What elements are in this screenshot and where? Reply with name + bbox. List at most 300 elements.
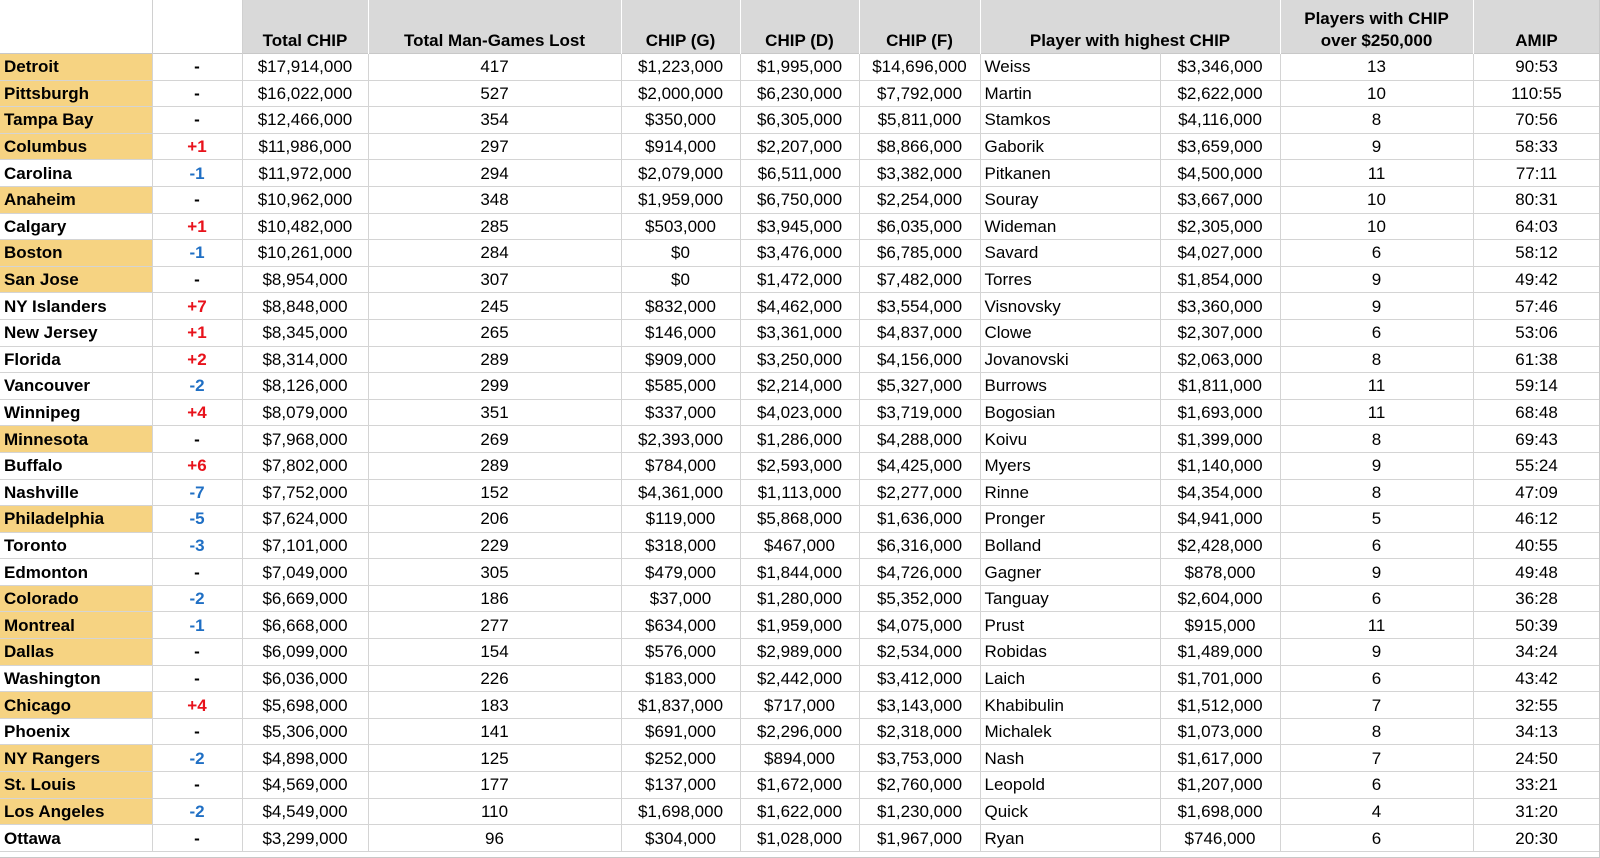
total-chip: $10,261,000 — [242, 240, 368, 267]
top-player-chip: $2,063,000 — [1160, 346, 1280, 373]
amip: 36:28 — [1473, 585, 1600, 612]
players-over-250k: 6 — [1280, 772, 1473, 799]
chip-f: $4,726,000 — [859, 559, 980, 586]
table-row — [0, 54, 1600, 81]
players-over-250k: 11 — [1280, 399, 1473, 426]
top-player-chip: $746,000 — [1160, 825, 1280, 852]
players-over-250k: 6 — [1280, 532, 1473, 559]
table-body — [0, 54, 1600, 852]
players-over-250k: 9 — [1280, 133, 1473, 160]
chip-f: $4,837,000 — [859, 319, 980, 346]
players-over-250k: 9 — [1280, 639, 1473, 666]
team-name: Los Angeles — [0, 798, 152, 825]
chip-d: $1,959,000 — [740, 612, 859, 639]
chip-f: $4,425,000 — [859, 452, 980, 479]
header-player-highest: Player with highest CHIP — [980, 0, 1280, 54]
table-row — [0, 399, 1600, 426]
team-name: St. Louis — [0, 772, 152, 799]
top-player-name: Martin — [980, 80, 1160, 107]
chip-f: $5,811,000 — [859, 107, 980, 134]
rank-change: +7 — [152, 293, 242, 320]
top-player-chip: $1,698,000 — [1160, 798, 1280, 825]
players-over-250k: 8 — [1280, 426, 1473, 453]
players-over-250k: 6 — [1280, 240, 1473, 267]
players-over-250k: 11 — [1280, 373, 1473, 400]
chip-g: $914,000 — [621, 133, 740, 160]
top-player-name: Souray — [980, 186, 1160, 213]
chip-d: $6,750,000 — [740, 186, 859, 213]
team-name: Columbus — [0, 133, 152, 160]
chip-d: $1,622,000 — [740, 798, 859, 825]
chip-g: $784,000 — [621, 452, 740, 479]
chip-f: $3,753,000 — [859, 745, 980, 772]
top-player-name: Pitkanen — [980, 160, 1160, 187]
man-games-lost: 294 — [368, 160, 621, 187]
top-player-chip: $1,140,000 — [1160, 452, 1280, 479]
chip-g: $909,000 — [621, 346, 740, 373]
header-man-games-lost: Total Man-Games Lost — [368, 0, 621, 54]
top-player-name: Gagner — [980, 559, 1160, 586]
man-games-lost: 96 — [368, 825, 621, 852]
chip-f: $2,277,000 — [859, 479, 980, 506]
amip: 46:12 — [1473, 506, 1600, 533]
man-games-lost: 229 — [368, 532, 621, 559]
total-chip: $8,345,000 — [242, 319, 368, 346]
team-name: Winnipeg — [0, 399, 152, 426]
amip: 33:21 — [1473, 772, 1600, 799]
team-name: Carolina — [0, 160, 152, 187]
team-name: Colorado — [0, 585, 152, 612]
rank-change: -2 — [152, 585, 242, 612]
chip-g: $146,000 — [621, 319, 740, 346]
chip-d: $2,442,000 — [740, 665, 859, 692]
players-over-250k: 8 — [1280, 107, 1473, 134]
top-player-chip: $4,500,000 — [1160, 160, 1280, 187]
top-player-chip: $1,399,000 — [1160, 426, 1280, 453]
chip-f: $3,554,000 — [859, 293, 980, 320]
header-players-over-line2: over $250,000 — [1320, 31, 1433, 50]
players-over-250k: 8 — [1280, 718, 1473, 745]
players-over-250k: 11 — [1280, 612, 1473, 639]
chip-f: $2,318,000 — [859, 718, 980, 745]
rank-change: -2 — [152, 745, 242, 772]
top-player-chip: $4,027,000 — [1160, 240, 1280, 267]
team-name: Buffalo — [0, 452, 152, 479]
rank-change: - — [152, 665, 242, 692]
total-chip: $11,986,000 — [242, 133, 368, 160]
amip: 49:48 — [1473, 559, 1600, 586]
total-chip: $6,099,000 — [242, 639, 368, 666]
header-players-over-line1: Players with CHIP — [1304, 9, 1449, 28]
rank-change: - — [152, 559, 242, 586]
total-chip: $7,752,000 — [242, 479, 368, 506]
chip-f: $7,482,000 — [859, 266, 980, 293]
table-row — [0, 452, 1600, 479]
table-row — [0, 745, 1600, 772]
chip-f: $6,316,000 — [859, 532, 980, 559]
man-games-lost: 269 — [368, 426, 621, 453]
players-over-250k: 9 — [1280, 266, 1473, 293]
team-name: Phoenix — [0, 718, 152, 745]
rank-change: - — [152, 107, 242, 134]
amip: 59:14 — [1473, 373, 1600, 400]
chip-f: $2,254,000 — [859, 186, 980, 213]
top-player-name: Burrows — [980, 373, 1160, 400]
chip-g: $2,079,000 — [621, 160, 740, 187]
chip-f: $4,075,000 — [859, 612, 980, 639]
table-row — [0, 160, 1600, 187]
man-games-lost: 284 — [368, 240, 621, 267]
top-player-name: Tanguay — [980, 585, 1160, 612]
players-over-250k: 11 — [1280, 160, 1473, 187]
chip-g: $350,000 — [621, 107, 740, 134]
top-player-name: Rinne — [980, 479, 1160, 506]
chip-d: $2,296,000 — [740, 718, 859, 745]
players-over-250k: 6 — [1280, 585, 1473, 612]
man-games-lost: 154 — [368, 639, 621, 666]
table-row — [0, 266, 1600, 293]
chip-f: $5,352,000 — [859, 585, 980, 612]
total-chip: $3,299,000 — [242, 825, 368, 852]
total-chip: $7,802,000 — [242, 452, 368, 479]
chip-d: $6,230,000 — [740, 80, 859, 107]
rank-change: -5 — [152, 506, 242, 533]
chip-d: $2,989,000 — [740, 639, 859, 666]
team-name: Toronto — [0, 532, 152, 559]
top-player-name: Clowe — [980, 319, 1160, 346]
chip-d: $1,286,000 — [740, 426, 859, 453]
table-row — [0, 639, 1600, 666]
total-chip: $8,314,000 — [242, 346, 368, 373]
table-row — [0, 798, 1600, 825]
top-player-chip: $1,073,000 — [1160, 718, 1280, 745]
team-name: Vancouver — [0, 373, 152, 400]
team-name: San Jose — [0, 266, 152, 293]
man-games-lost: 110 — [368, 798, 621, 825]
chip-f: $6,035,000 — [859, 213, 980, 240]
chip-d: $1,113,000 — [740, 479, 859, 506]
man-games-lost: 245 — [368, 293, 621, 320]
top-player-chip: $3,659,000 — [1160, 133, 1280, 160]
top-player-chip: $4,941,000 — [1160, 506, 1280, 533]
players-over-250k: 9 — [1280, 452, 1473, 479]
team-name: Chicago — [0, 692, 152, 719]
man-games-lost: 285 — [368, 213, 621, 240]
table-row — [0, 506, 1600, 533]
table-row — [0, 293, 1600, 320]
man-games-lost: 527 — [368, 80, 621, 107]
players-over-250k: 4 — [1280, 798, 1473, 825]
chip-d: $6,511,000 — [740, 160, 859, 187]
rank-change: - — [152, 80, 242, 107]
header-chip-f: CHIP (F) — [859, 0, 980, 54]
top-player-chip: $2,307,000 — [1160, 319, 1280, 346]
team-name: New Jersey — [0, 319, 152, 346]
man-games-lost: 348 — [368, 186, 621, 213]
top-player-name: Bogosian — [980, 399, 1160, 426]
top-player-name: Nash — [980, 745, 1160, 772]
header-players-over — [1280, 0, 1473, 54]
rank-change: -1 — [152, 612, 242, 639]
amip: 64:03 — [1473, 213, 1600, 240]
players-over-250k: 10 — [1280, 80, 1473, 107]
header-blank-team — [0, 0, 152, 54]
top-player-chip: $2,428,000 — [1160, 532, 1280, 559]
team-name: NY Islanders — [0, 293, 152, 320]
man-games-lost: 305 — [368, 559, 621, 586]
table-row — [0, 107, 1600, 134]
top-player-name: Wideman — [980, 213, 1160, 240]
man-games-lost: 277 — [368, 612, 621, 639]
players-over-250k: 8 — [1280, 479, 1473, 506]
top-player-chip: $2,604,000 — [1160, 585, 1280, 612]
amip: 77:11 — [1473, 160, 1600, 187]
chip-d: $717,000 — [740, 692, 859, 719]
amip: 20:30 — [1473, 825, 1600, 852]
chip-f: $2,760,000 — [859, 772, 980, 799]
chip-d: $1,280,000 — [740, 585, 859, 612]
total-chip: $4,549,000 — [242, 798, 368, 825]
chip-g: $2,000,000 — [621, 80, 740, 107]
amip: 49:42 — [1473, 266, 1600, 293]
top-player-name: Laich — [980, 665, 1160, 692]
table-row — [0, 319, 1600, 346]
chip-f: $8,866,000 — [859, 133, 980, 160]
team-name: Anaheim — [0, 186, 152, 213]
man-games-lost: 351 — [368, 399, 621, 426]
chip-d: $6,305,000 — [740, 107, 859, 134]
chip-g: $337,000 — [621, 399, 740, 426]
chip-g: $37,000 — [621, 585, 740, 612]
rank-change: - — [152, 186, 242, 213]
man-games-lost: 226 — [368, 665, 621, 692]
man-games-lost: 289 — [368, 452, 621, 479]
top-player-name: Gaborik — [980, 133, 1160, 160]
table-row — [0, 718, 1600, 745]
rank-change: -1 — [152, 240, 242, 267]
team-name: Philadelphia — [0, 506, 152, 533]
top-player-name: Visnovsky — [980, 293, 1160, 320]
chip-f: $2,534,000 — [859, 639, 980, 666]
chip-g: $576,000 — [621, 639, 740, 666]
players-over-250k: 6 — [1280, 319, 1473, 346]
amip: 58:33 — [1473, 133, 1600, 160]
top-player-chip: $1,811,000 — [1160, 373, 1280, 400]
chip-f: $1,230,000 — [859, 798, 980, 825]
top-player-name: Robidas — [980, 639, 1160, 666]
chip-d: $2,593,000 — [740, 452, 859, 479]
amip: 90:53 — [1473, 54, 1600, 81]
man-games-lost: 265 — [368, 319, 621, 346]
chip-d: $1,028,000 — [740, 825, 859, 852]
rank-change: +1 — [152, 133, 242, 160]
amip: 31:20 — [1473, 798, 1600, 825]
chip-f: $1,967,000 — [859, 825, 980, 852]
man-games-lost: 183 — [368, 692, 621, 719]
total-chip: $11,972,000 — [242, 160, 368, 187]
top-player-name: Koivu — [980, 426, 1160, 453]
man-games-lost: 299 — [368, 373, 621, 400]
chip-f: $3,719,000 — [859, 399, 980, 426]
chip-d: $2,207,000 — [740, 133, 859, 160]
amip: 24:50 — [1473, 745, 1600, 772]
team-name: Calgary — [0, 213, 152, 240]
chip-f: $7,792,000 — [859, 80, 980, 107]
rank-change: -2 — [152, 798, 242, 825]
team-name: Ottawa — [0, 825, 152, 852]
table-row — [0, 479, 1600, 506]
top-player-chip: $2,622,000 — [1160, 80, 1280, 107]
top-player-name: Ryan — [980, 825, 1160, 852]
chip-d: $3,945,000 — [740, 213, 859, 240]
chip-f: $14,696,000 — [859, 54, 980, 81]
man-games-lost: 177 — [368, 772, 621, 799]
total-chip: $5,698,000 — [242, 692, 368, 719]
table-row — [0, 585, 1600, 612]
chip-f: $3,382,000 — [859, 160, 980, 187]
top-player-name: Myers — [980, 452, 1160, 479]
total-chip: $7,049,000 — [242, 559, 368, 586]
amip: 57:46 — [1473, 293, 1600, 320]
top-player-chip: $1,617,000 — [1160, 745, 1280, 772]
top-player-chip: $4,354,000 — [1160, 479, 1280, 506]
table-row — [0, 692, 1600, 719]
table-row — [0, 373, 1600, 400]
chip-d: $1,672,000 — [740, 772, 859, 799]
players-over-250k: 9 — [1280, 559, 1473, 586]
top-player-chip: $2,305,000 — [1160, 213, 1280, 240]
man-games-lost: 417 — [368, 54, 621, 81]
man-games-lost: 307 — [368, 266, 621, 293]
chip-f: $4,288,000 — [859, 426, 980, 453]
amip: 80:31 — [1473, 186, 1600, 213]
man-games-lost: 289 — [368, 346, 621, 373]
top-player-name: Michalek — [980, 718, 1160, 745]
total-chip: $12,466,000 — [242, 107, 368, 134]
rank-change: -2 — [152, 373, 242, 400]
rank-change: - — [152, 825, 242, 852]
chip-d: $1,844,000 — [740, 559, 859, 586]
amip: 69:43 — [1473, 426, 1600, 453]
players-over-250k: 6 — [1280, 665, 1473, 692]
chip-d: $3,476,000 — [740, 240, 859, 267]
top-player-chip: $1,701,000 — [1160, 665, 1280, 692]
rank-change: -3 — [152, 532, 242, 559]
chip-g: $183,000 — [621, 665, 740, 692]
team-name: Edmonton — [0, 559, 152, 586]
man-games-lost: 206 — [368, 506, 621, 533]
man-games-lost: 354 — [368, 107, 621, 134]
chip-d: $467,000 — [740, 532, 859, 559]
table-row — [0, 825, 1600, 852]
chip-d: $3,250,000 — [740, 346, 859, 373]
table-row — [0, 772, 1600, 799]
chip-g: $0 — [621, 266, 740, 293]
total-chip: $7,101,000 — [242, 532, 368, 559]
table-row — [0, 133, 1600, 160]
team-name: Minnesota — [0, 426, 152, 453]
chip-g: $4,361,000 — [621, 479, 740, 506]
players-over-250k: 13 — [1280, 54, 1473, 81]
rank-change: -1 — [152, 160, 242, 187]
table-row — [0, 240, 1600, 267]
man-games-lost: 152 — [368, 479, 621, 506]
amip: 110:55 — [1473, 80, 1600, 107]
team-name: Dallas — [0, 639, 152, 666]
players-over-250k: 10 — [1280, 186, 1473, 213]
rank-change: - — [152, 772, 242, 799]
chip-g: $691,000 — [621, 718, 740, 745]
total-chip: $8,954,000 — [242, 266, 368, 293]
top-player-name: Stamkos — [980, 107, 1160, 134]
rank-change: +1 — [152, 213, 242, 240]
players-over-250k: 7 — [1280, 692, 1473, 719]
top-player-chip: $1,693,000 — [1160, 399, 1280, 426]
amip: 55:24 — [1473, 452, 1600, 479]
chip-d: $894,000 — [740, 745, 859, 772]
top-player-chip: $1,207,000 — [1160, 772, 1280, 799]
chip-f: $6,785,000 — [859, 240, 980, 267]
total-chip: $7,968,000 — [242, 426, 368, 453]
players-over-250k: 7 — [1280, 745, 1473, 772]
chip-g: $137,000 — [621, 772, 740, 799]
top-player-name: Quick — [980, 798, 1160, 825]
team-name: Pittsburgh — [0, 80, 152, 107]
chip-g: $1,223,000 — [621, 54, 740, 81]
amip: 43:42 — [1473, 665, 1600, 692]
table-row — [0, 559, 1600, 586]
total-chip: $8,079,000 — [242, 399, 368, 426]
rank-change: - — [152, 639, 242, 666]
team-name: Nashville — [0, 479, 152, 506]
top-player-name: Leopold — [980, 772, 1160, 799]
rank-change: - — [152, 266, 242, 293]
total-chip: $4,898,000 — [242, 745, 368, 772]
total-chip: $6,669,000 — [242, 585, 368, 612]
amip: 40:55 — [1473, 532, 1600, 559]
table-row — [0, 612, 1600, 639]
chip-d: $5,868,000 — [740, 506, 859, 533]
rank-change: +4 — [152, 692, 242, 719]
chip-f: $1,636,000 — [859, 506, 980, 533]
total-chip: $17,914,000 — [242, 54, 368, 81]
chip-d: $4,462,000 — [740, 293, 859, 320]
rank-change: +1 — [152, 319, 242, 346]
rank-change: - — [152, 54, 242, 81]
rank-change: - — [152, 718, 242, 745]
chip-g: $585,000 — [621, 373, 740, 400]
top-player-chip: $3,360,000 — [1160, 293, 1280, 320]
players-over-250k: 10 — [1280, 213, 1473, 240]
total-chip: $7,624,000 — [242, 506, 368, 533]
top-player-name: Khabibulin — [980, 692, 1160, 719]
amip: 34:13 — [1473, 718, 1600, 745]
top-player-name: Savard — [980, 240, 1160, 267]
header-blank-change — [152, 0, 242, 54]
top-player-chip: $1,512,000 — [1160, 692, 1280, 719]
header-chip-g: CHIP (G) — [621, 0, 740, 54]
amip: 32:55 — [1473, 692, 1600, 719]
chip-g: $0 — [621, 240, 740, 267]
top-player-name: Bolland — [980, 532, 1160, 559]
top-player-name: Pronger — [980, 506, 1160, 533]
top-player-chip: $3,667,000 — [1160, 186, 1280, 213]
header-amip: AMIP — [1473, 0, 1600, 54]
total-chip: $8,848,000 — [242, 293, 368, 320]
man-games-lost: 141 — [368, 718, 621, 745]
amip: 50:39 — [1473, 612, 1600, 639]
total-chip: $6,668,000 — [242, 612, 368, 639]
